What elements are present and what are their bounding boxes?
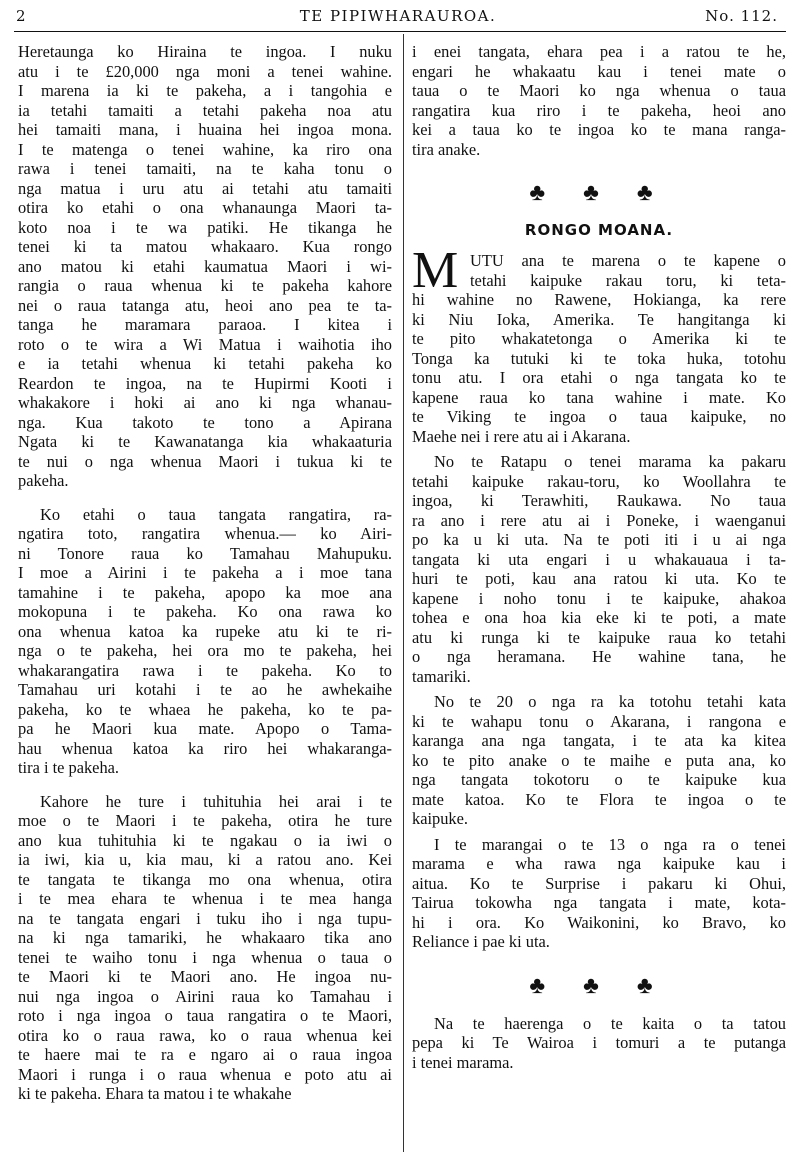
text-line: hau whenua katoa ka riro hei whakaranga- bbox=[18, 738, 392, 758]
text-line: Reliance i pae ki uta. bbox=[412, 932, 550, 951]
text-line: No te Ratapu o tenei marama ka pakaru bbox=[434, 452, 786, 471]
text-line: moe o te Maori i te pakeha, otira he ture bbox=[18, 811, 392, 830]
text-line: tamahine i te pakeha, apopo ka moe ana bbox=[18, 582, 392, 602]
text-line: Na te haerenga o te kaita o ta tatou bbox=[434, 1013, 786, 1033]
text-line: i tenei marama. bbox=[412, 1052, 514, 1072]
section-heading: RONGO MOANA. bbox=[524, 221, 674, 239]
text-line: nga o te pakeha, hei ora mo te pakeha, hei bbox=[18, 641, 392, 660]
text-line: po ka u ki uta. Na te poti iti i u ai nga bbox=[412, 530, 786, 549]
text-line: pepa ki Te Wairoa i tomuri a te putanga bbox=[412, 1033, 786, 1052]
drop-cap-paragraph bbox=[412, 242, 786, 299]
text-line: pakeha. bbox=[18, 471, 69, 490]
text-line: tenei ki ta matou whakaaro. Kua rongo bbox=[18, 237, 392, 256]
text-line: kapene i noho tonu i te kaipuke, ahakoa bbox=[412, 588, 786, 608]
text-line: ko te pito anake o te maihe e puta ana, ko bbox=[412, 750, 786, 770]
text-line: nga matua i uru atu ai tetahi atu tamaiti bbox=[18, 178, 392, 198]
header-rule bbox=[14, 31, 786, 32]
text-line: mate katoa. Ko te Flora te ingoa o te bbox=[412, 789, 786, 809]
text-line: ano matou ki etahi kaumatua Maori i wi- bbox=[18, 256, 392, 276]
text-line: tohea e ona hoa kia eke ki te poti, a mate bbox=[412, 608, 786, 627]
text-line: roto o te wira a Wi Matua i waihotia iho bbox=[18, 334, 392, 354]
text-line: UTU ana te marena o te kapene o bbox=[470, 251, 786, 270]
text-line: ano kua tuhituhia ki te ngakau o ia iwi o bbox=[18, 830, 392, 850]
text-line: ingoa, ki Terawhiti, Raukawa. No taua bbox=[412, 491, 786, 510]
text-line: nui nga ingoa o Airini raua ko Tamahau i bbox=[18, 986, 392, 1006]
text-line: ona whenua katoa ka rupeke atu ki te ri- bbox=[18, 621, 392, 641]
text-line: huri te poti, kau ana ratou ki uta. Ko te bbox=[412, 569, 786, 588]
text-line: ki te pakeha. Ehara ta matou i te whakahe bbox=[18, 1084, 292, 1103]
text-line: taua o te Maori ko nga whenua o taua bbox=[412, 81, 786, 100]
text-line: tira anake. bbox=[412, 139, 481, 159]
text-line: rawa i tenei tamaiti, na te kaha tonu o bbox=[18, 159, 392, 178]
text-line: ki te wahapu tonu o Akarana, i rangona e bbox=[412, 711, 786, 731]
text-line: No te 20 o nga ra ka totohu tetahi kata bbox=[434, 692, 786, 711]
text-line: na ki nga tamariki, he whakaaro tika ano bbox=[18, 928, 392, 947]
clubs-ornament: ♣ ♣ ♣ bbox=[529, 180, 669, 206]
news-paragraphs bbox=[412, 290, 786, 952]
text-line: atu ki runga ki te kaipuke raua ko tetahi bbox=[412, 627, 786, 647]
text-line: nei o raua tatanga atu, heoi ano pea te ta- bbox=[18, 295, 392, 315]
text-line: tanga he maramara paraoa. I kitea i bbox=[18, 315, 392, 334]
drop-cap: M bbox=[412, 242, 459, 299]
text-line: Maehe nei i rere atu ai i Akarana. bbox=[412, 426, 631, 446]
intro-text bbox=[412, 42, 786, 159]
text-line: pakeha, ko te whaea he pakeha, ko te pa- bbox=[18, 699, 392, 719]
text-line: te Viking te ingoa o taua kaipuke, no bbox=[412, 407, 786, 426]
text-line: hei tamaiti mana, i huaina hei ingoa mona. bbox=[18, 120, 392, 139]
text-line: tamariki. bbox=[412, 666, 471, 686]
text-line: kaipuke. bbox=[412, 809, 468, 828]
text-line: ra ano i rere atu ai i Poneke, i waenganui bbox=[412, 510, 786, 530]
text-line: ki Niu Ioka, Amerika. Te hangitanga ki bbox=[412, 309, 786, 329]
text-line: I te matenga o tenei wahine, ka riro ona bbox=[18, 139, 392, 159]
text-line: tira i te pakeha. bbox=[18, 758, 120, 777]
text-line: ia iwi, kia u, kia mau, ki a ratou ano. Kei bbox=[18, 850, 392, 869]
text-line: i te mea ehara te whenua i te mea hanga bbox=[18, 889, 392, 908]
paragraph bbox=[412, 290, 786, 446]
text-line: e ia tetahi whenua ki tetahi pakeha ko bbox=[18, 354, 392, 373]
text-line: otira ko o raua rawa, ko o raua whenua kei bbox=[18, 1025, 392, 1045]
text-line: hi i ora. Ko Waikonini, ko Bravo, ko bbox=[412, 912, 786, 932]
text-line: ia tetahi tamaiti a tetahi pakeha noa atu bbox=[18, 100, 392, 120]
paragraph bbox=[18, 42, 392, 491]
issue-number: No. 112. bbox=[705, 7, 778, 25]
text-line: Reardon te ingoa, na te Hupirmi Kooti i bbox=[18, 373, 392, 393]
text-line: ni Tonore raua ko Tamahau Mahupuku. bbox=[18, 543, 392, 563]
text-line: i enei tangata, ehara pea i a ratou te he, bbox=[412, 42, 786, 61]
text-line: nga. Kua takoto te tono a Apirana bbox=[18, 412, 392, 432]
text-line: karanga ana nga tangata, i te ata ka kitea bbox=[412, 731, 786, 750]
text-line: roto i nga ingoa o taua rangatira o te Maori, bbox=[18, 1006, 392, 1025]
text-line: tetahi kaipuke rakau toru, ki teta- bbox=[470, 270, 786, 290]
left-column bbox=[18, 42, 392, 1104]
text-line: o nga heramana. He wahine tana, he bbox=[412, 647, 786, 666]
clubs-ornament-2: ♣ ♣ ♣ bbox=[529, 972, 669, 999]
right-column bbox=[412, 42, 786, 1072]
text-line: hi wahine no Rawene, Hokianga, ka rere bbox=[412, 290, 786, 309]
text-line: Heretaunga ko Hiraina te ingoa. I nuku bbox=[18, 42, 392, 61]
text-line: Ngata ki te Kawanatanga kia whakaaturia bbox=[18, 432, 392, 451]
text-line: Ko etahi o taua tangata rangatira, ra- bbox=[40, 504, 392, 524]
text-line: whakakore i hoki ai ano ki nga whanau- bbox=[18, 393, 392, 412]
text-line: tetahi kaipuke rakau-toru, ko Woollahra te bbox=[412, 471, 786, 491]
text-line: I te marangai o te 13 o nga ra o tenei bbox=[434, 834, 786, 854]
paragraph bbox=[412, 835, 786, 952]
text-line: te tangata te tikanga mo ona whenua, otira bbox=[18, 869, 392, 889]
text-line: Tamahau uri kotahi i te ao he awhekaihe bbox=[18, 680, 392, 699]
text-line: otira ko etahi o ona whanaunga Maori ta- bbox=[18, 198, 392, 217]
paragraph-gap bbox=[18, 778, 392, 792]
text-line: koto noa i te wa patiki. He tikanga he bbox=[18, 217, 392, 237]
text-line: te nui o nga whenua Maori i tukua ki te bbox=[18, 451, 392, 471]
text-line: rangia o raua whenua ki te pakeha kahore bbox=[18, 276, 392, 295]
text-line: tangata ki uta engari i u whakauaua i ta- bbox=[412, 549, 786, 569]
text-line: Kahore he ture i tuhituhia hei arai i te bbox=[40, 791, 392, 811]
newspaper-title: TE PIPIWHARAUROA. bbox=[299, 7, 497, 25]
text-line: rangatira kua riro i te pakeha, heoi ano bbox=[412, 100, 786, 120]
paragraph bbox=[18, 505, 392, 778]
text-line: kapene raua ko tana wahine i mate. Ko bbox=[412, 387, 786, 407]
text-line: tonu atu. I ora etahi o nga tangata ko te bbox=[412, 368, 786, 387]
text-line: pa he Maori kua mate. Apopo o Tama- bbox=[18, 719, 392, 738]
text-line: aitua. Ko te Surprise i pakaru ki Ohui, bbox=[412, 873, 786, 893]
text-line: Maori i runga i o raua whenua e poto atu ai bbox=[18, 1064, 392, 1084]
text-line: te pito whakatetonga o Amerika ki te bbox=[412, 329, 786, 348]
text-line: Tairua tokowha nga tangata i mate, kota- bbox=[412, 893, 786, 912]
text-line: engari he whakaatu kau i tenei mate o bbox=[412, 61, 786, 81]
text-line: tenei te waiho tonu i nga whenua o taua o bbox=[18, 947, 392, 967]
text-line: na te tangata engari i tuku iho i nga tupu- bbox=[18, 908, 392, 928]
paragraph bbox=[412, 692, 786, 829]
text-line: te haere mai te ra e ngaro ai o raua ingoa bbox=[18, 1045, 392, 1064]
closing-text bbox=[412, 1008, 786, 1073]
text-line: ngatira toto, rangatira whenua.— ko Airi- bbox=[18, 524, 392, 543]
page-header bbox=[0, 0, 796, 30]
text-line: atu i te £20,000 nga moni a tenei wahine. bbox=[18, 61, 392, 81]
paragraph bbox=[18, 792, 392, 1104]
text-line: I moe a Airini i te pakeha a i moe tana bbox=[18, 563, 392, 582]
text-line: mokopuna i te pakeha. Ko ona rawa ko bbox=[18, 602, 392, 621]
text-line: Tonga ka tutuki ki te toka huka, totohu bbox=[412, 348, 786, 368]
text-line: kei a taua ko te ingoa ko te mana ranga- bbox=[412, 120, 786, 139]
text-line: nga tangata tokotoru o te kaipuke kua bbox=[412, 770, 786, 789]
column-divider bbox=[403, 34, 404, 1152]
paragraph-gap bbox=[18, 491, 392, 505]
text-line: whakarangatira rawa i te pakeha. Ko to bbox=[18, 660, 392, 680]
text-line: te Maori ki te Maori ano. He ingoa nu- bbox=[18, 967, 392, 986]
text-line: marama e wha rawa nga kaipuke kau i bbox=[412, 854, 786, 873]
paragraph bbox=[412, 452, 786, 686]
text-line: I marena ia ki te pakeha, a i tangohia e bbox=[18, 81, 392, 100]
page-number: 2 bbox=[16, 7, 26, 25]
